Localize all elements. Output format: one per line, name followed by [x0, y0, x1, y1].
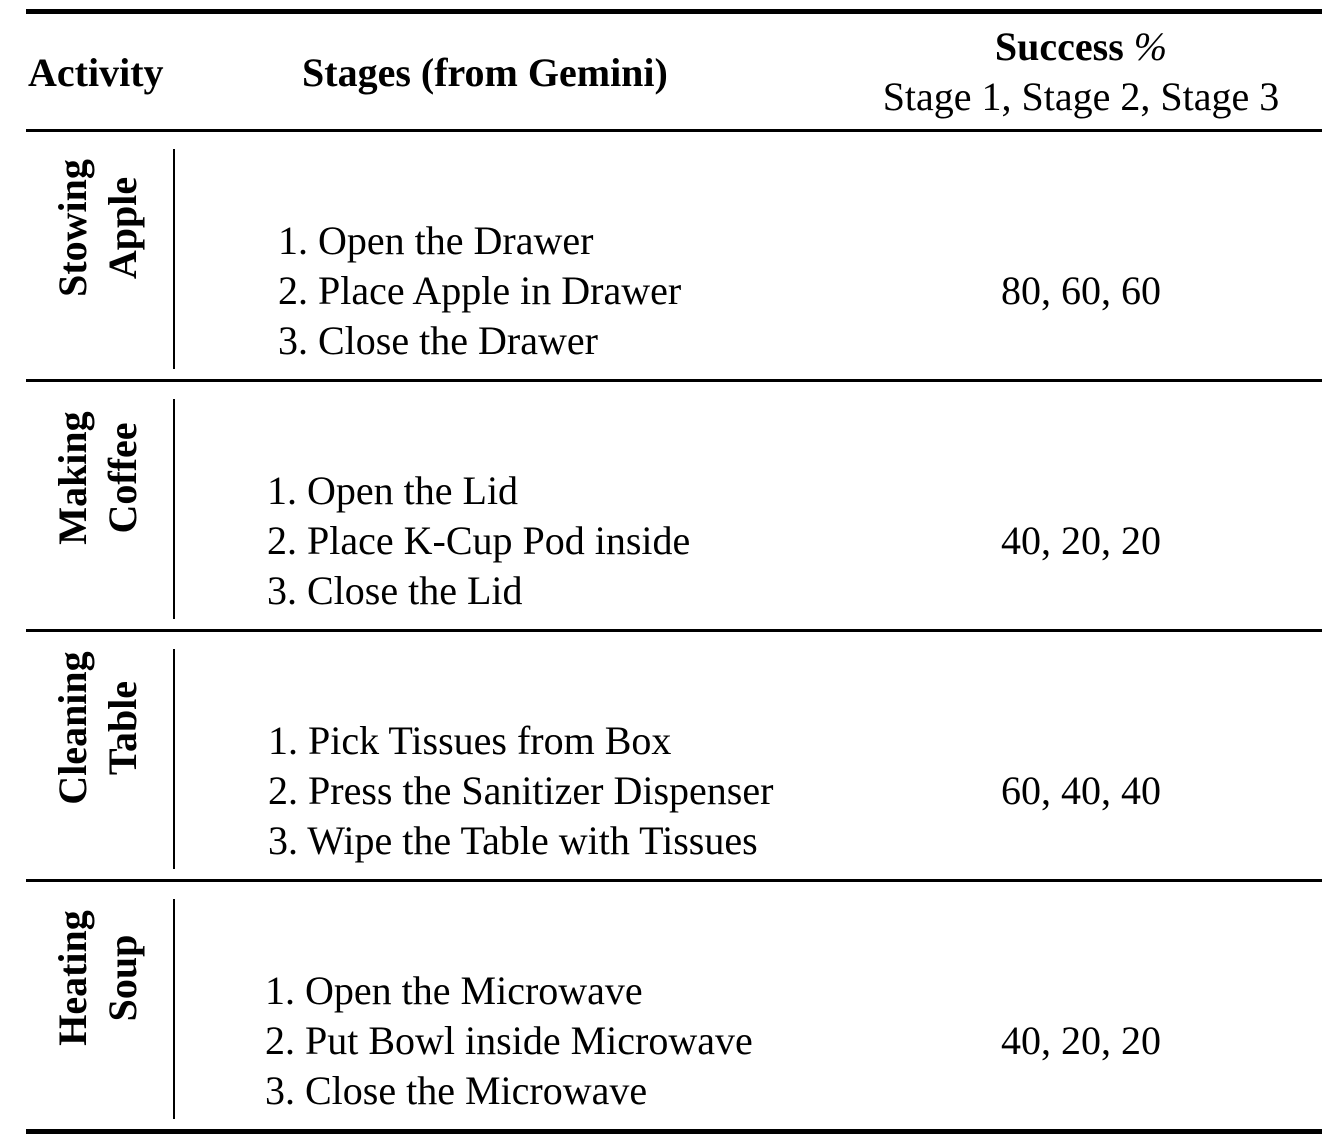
stage-item: 2. Place Apple in Drawer	[278, 268, 682, 313]
row-divider-2	[26, 629, 1322, 632]
activity-label-heating-soup: Heating Soup	[50, 910, 145, 1046]
success-values-cleaning-table: 60, 40, 40	[1001, 768, 1161, 813]
success-values-making-coffee: 40, 20, 20	[1001, 518, 1161, 563]
stage-item: 1. Pick Tissues from Box	[268, 718, 672, 763]
row-divider-3	[26, 879, 1322, 882]
stages-list-making-coffee	[267, 466, 690, 616]
stage-item: 2. Put Bowl inside Microwave	[265, 1018, 753, 1063]
stages-list-heating-soup	[265, 966, 753, 1116]
activity-label-cleaning-table: Cleaning Table	[50, 651, 145, 805]
header-success-pct: %	[1133, 24, 1168, 69]
header-activity: Activity	[28, 50, 164, 95]
activity-separator	[173, 649, 175, 869]
stage-item: 3. Wipe the Table with Tissues	[268, 818, 758, 863]
activity-label-stowing-apple: Stowing Apple	[50, 159, 145, 297]
stage-item: 3. Close the Drawer	[278, 318, 598, 363]
header-success-title: Success %	[994, 24, 1168, 69]
top-rule	[26, 9, 1322, 14]
header-success	[846, 22, 1316, 122]
stage-item: 2. Place K-Cup Pod inside	[267, 518, 691, 563]
stages-list-stowing-apple	[278, 216, 681, 366]
success-values-heating-soup: 40, 20, 20	[1001, 1018, 1161, 1063]
activity-separator	[173, 899, 175, 1119]
stage-item: 3. Close the Lid	[267, 568, 523, 613]
stage-item: 1. Open the Microwave	[265, 968, 643, 1013]
bottom-rule	[26, 1129, 1322, 1134]
activity-label-making-coffee: Making Coffee	[50, 411, 145, 545]
stages-list-cleaning-table	[268, 716, 773, 866]
header-stages: Stages (from Gemini)	[302, 50, 668, 95]
header-rule	[26, 129, 1322, 132]
stage-item: 2. Press the Sanitizer Dispenser	[268, 768, 774, 813]
activity-separator	[173, 149, 175, 369]
row-divider-1	[26, 379, 1322, 382]
success-values-stowing-apple: 80, 60, 60	[1001, 268, 1161, 313]
stage-item: 3. Close the Microwave	[265, 1068, 648, 1113]
stage-item: 1. Open the Drawer	[278, 218, 594, 263]
header-success-sub: Stage 1, Stage 2, Stage 3	[882, 74, 1280, 119]
activity-separator	[173, 399, 175, 619]
stage-item: 1. Open the Lid	[267, 468, 519, 513]
